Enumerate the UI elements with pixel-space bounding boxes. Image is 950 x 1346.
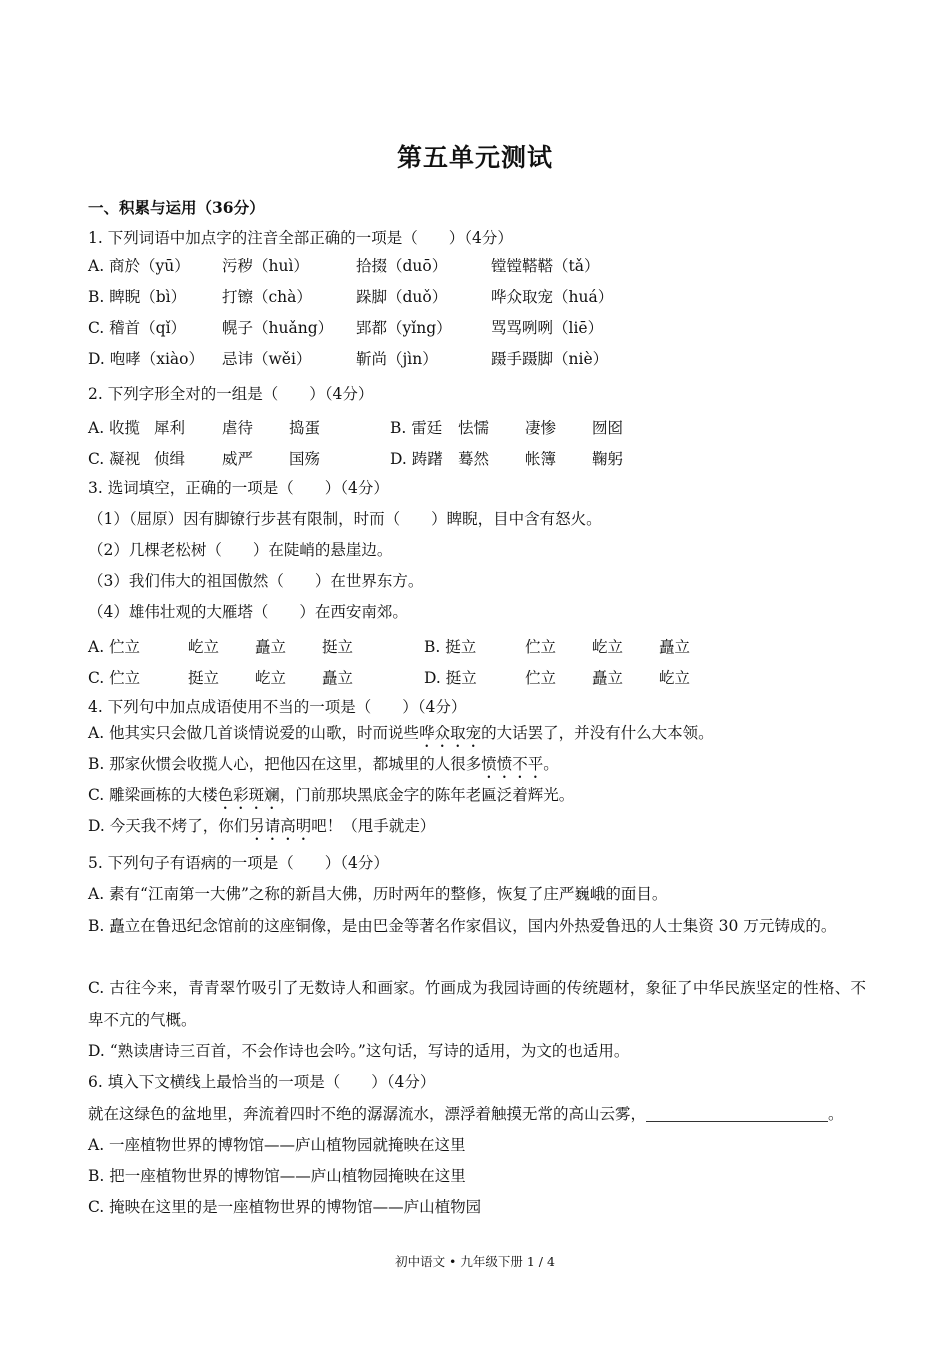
q3-b-3: 屹立: [592, 638, 624, 656]
q4-d-text-end: 吧！（甩手就走）: [311, 817, 436, 835]
q4-option-b: [88, 754, 559, 782]
q1-b-2: 打镲（chà）: [222, 288, 312, 306]
q2-c-2: 侦缉: [154, 450, 186, 468]
q2-c-1: C. 凝视: [88, 450, 141, 468]
q2-a-4: 捣蛋: [289, 419, 321, 437]
q5-stem: 5. 下列句子有语病的一项是（ ）（4分）: [88, 854, 389, 872]
q2-b-1: B. 雷廷: [390, 419, 443, 437]
q3-a-1: A. 伫立: [88, 638, 141, 656]
q2-d-1: D. 踌躇: [390, 450, 443, 468]
q3-b-2: 伫立: [525, 638, 557, 656]
q1-stem: 1. 下列词语中加点字的注音全部正确的一项是（ ）（4分）: [88, 229, 513, 247]
q2-c-4: 国殇: [289, 450, 321, 468]
q3-c-1: C. 伫立: [88, 669, 141, 687]
q4-d-text: D. 今天我不烤了，你们: [88, 817, 250, 835]
q1-c-4: 骂骂咧咧（liē）: [491, 319, 604, 337]
q4-d-idiom: 另请高明: [249, 817, 312, 835]
answer-blank: [646, 1105, 828, 1122]
q1-b-3: 跺脚（duǒ）: [356, 288, 448, 306]
q1-a-3: 拾掇（duō）: [356, 257, 448, 275]
q1-a-2: 污秽（huì）: [222, 257, 309, 275]
q3-b-1: B. 挺立: [424, 638, 477, 656]
q1-d-1: D. 咆哮（xiào）: [88, 350, 205, 368]
q4-c-text-end: ，门前那块黑底金字的陈年老匾泛着辉光。: [279, 786, 575, 804]
q6-passage: 就在这绿色的盆地里，奔流着四时不绝的潺潺流水，漂浮着触摸无常的高山云雾，: [88, 1105, 647, 1123]
q4-c-text: C. 雕梁画栋的大楼: [88, 786, 218, 804]
q3-c-4: 矗立: [322, 669, 354, 687]
q4-b-text: B. 那家伙惯会收揽人心，把他囚在这里，都城里的人很多: [88, 755, 482, 773]
q4-c-idiom: 色彩斑斓: [217, 786, 280, 804]
q2-c-3: 威严: [222, 450, 254, 468]
q3-stem: 3. 选词填空，正确的一项是（ ）（4分）: [88, 479, 389, 497]
page-title: 第五单元测试: [396, 143, 553, 172]
q5-option-d: D. “熟读唐诗三百首，不会作诗也会吟。”这句话，写诗的适用，为文的也适用。: [88, 1042, 630, 1060]
page-footer: 初中语文 • 九年级下册 1 / 4: [395, 1254, 555, 1269]
q4-option-d: [88, 816, 435, 844]
q3-sentence-4: （4）雄伟壮观的大雁塔（ ）在西安南郊。: [88, 603, 408, 621]
q2-d-2: 蓦然: [458, 450, 490, 468]
q3-d-3: 矗立: [592, 669, 624, 687]
q1-b-4: 哗众取宠（huá）: [491, 288, 614, 306]
q2-a-2: 犀利: [154, 419, 186, 437]
q4-a-idiom: 哗众取宠: [419, 724, 482, 742]
q4-b-idiom: 愤愤不平: [481, 755, 544, 773]
q4-stem: 4. 下列句中加点成语使用不当的一项是（ ）（4分）: [88, 698, 467, 716]
q6-option-b: B. 把一座植物世界的博物馆——庐山植物园掩映在这里: [88, 1167, 466, 1185]
q4-a-text: A. 他其实只会做几首谈情说爱的山歌，时而说些: [88, 724, 420, 742]
q3-sentence-3: （3）我们伟大的祖国傲然（ ）在世界东方。: [88, 572, 424, 590]
q3-c-2: 挺立: [188, 669, 220, 687]
q1-c-1: C. 稽首（qǐ）: [88, 319, 187, 337]
q2-b-2: 怯懦: [458, 419, 490, 437]
q4-option-c: [88, 785, 574, 813]
q5-option-c: C. 古往今来，青青翠竹吸引了无数诗人和画家。竹画成为我园诗画的传统题材，象征了中华民族坚定的性格、不卑不亢的气概。: [88, 979, 866, 1029]
q1-a-1: A. 商於（yū）: [88, 257, 190, 275]
section-heading: 一、积累与运用（36分）: [88, 198, 265, 217]
q6-text: [88, 1104, 844, 1124]
q1-c-2: 幌子（huǎng）: [222, 319, 334, 337]
q3-b-4: 矗立: [659, 638, 691, 656]
q4-option-a: [88, 723, 714, 751]
q2-a-3: 虐待: [222, 419, 254, 437]
q3-a-3: 矗立: [255, 638, 287, 656]
q6-stem: 6. 填入下文横线上最恰当的一项是（ ）（4分）: [88, 1073, 436, 1091]
q1-d-3: 靳尚（jìn）: [356, 350, 438, 368]
q3-sentence-2: （2）几棵老松树（ ）在陡峭的悬崖边。: [88, 541, 393, 559]
q2-a-1: A. 收揽: [88, 419, 141, 437]
q1-c-3: 郢都（yǐng）: [356, 319, 452, 337]
q6-option-a: A. 一座植物世界的博物馆——庐山植物园就掩映在这里: [88, 1136, 466, 1154]
q6-passage-end: 。: [828, 1105, 844, 1123]
q3-a-4: 挺立: [322, 638, 354, 656]
q1-d-2: 忌讳（wěi）: [222, 350, 312, 368]
q5-option-a: A. 素有“江南第一大佛”之称的新昌大佛，历时两年的整修，恢复了庄严巍峨的面目。: [88, 885, 668, 903]
q3-d-1: D. 挺立: [424, 669, 477, 687]
q2-d-3: 帐簿: [525, 450, 557, 468]
q5-option-b: B. 矗立在鲁迅纪念馆前的这座铜像，是由巴金等著名作家倡议，国内外热爱鲁迅的人士集资 30 万元铸成的。: [88, 917, 837, 935]
q3-d-4: 屹立: [659, 669, 691, 687]
q3-a-2: 屹立: [188, 638, 220, 656]
q3-c-3: 屹立: [255, 669, 287, 687]
q1-d-4: 蹑手蹑脚（niè）: [491, 350, 609, 368]
q3-sentence-1: （1）（屈原）因有脚镣行步甚有限制，时而（ ）睥睨，目中含有怒火。: [88, 510, 602, 528]
q6-option-c: C. 掩映在这里的是一座植物世界的博物馆——庐山植物园: [88, 1198, 482, 1216]
q1-a-4: 镗镗鞳鞳（tǎ）: [491, 257, 600, 275]
q4-a-text-end: 的大话罢了，并没有什么大本领。: [481, 724, 714, 742]
q2-b-4: 囫囵: [592, 419, 624, 437]
q2-d-4: 鞠躬: [592, 450, 624, 468]
q4-b-text-end: 。: [543, 755, 559, 773]
q2-stem: 2. 下列字形全对的一组是（ ）（4分）: [88, 385, 374, 403]
q1-b-1: B. 睥睨（bì）: [88, 288, 187, 306]
q3-d-2: 伫立: [525, 669, 557, 687]
q2-b-3: 凄惨: [525, 419, 557, 437]
